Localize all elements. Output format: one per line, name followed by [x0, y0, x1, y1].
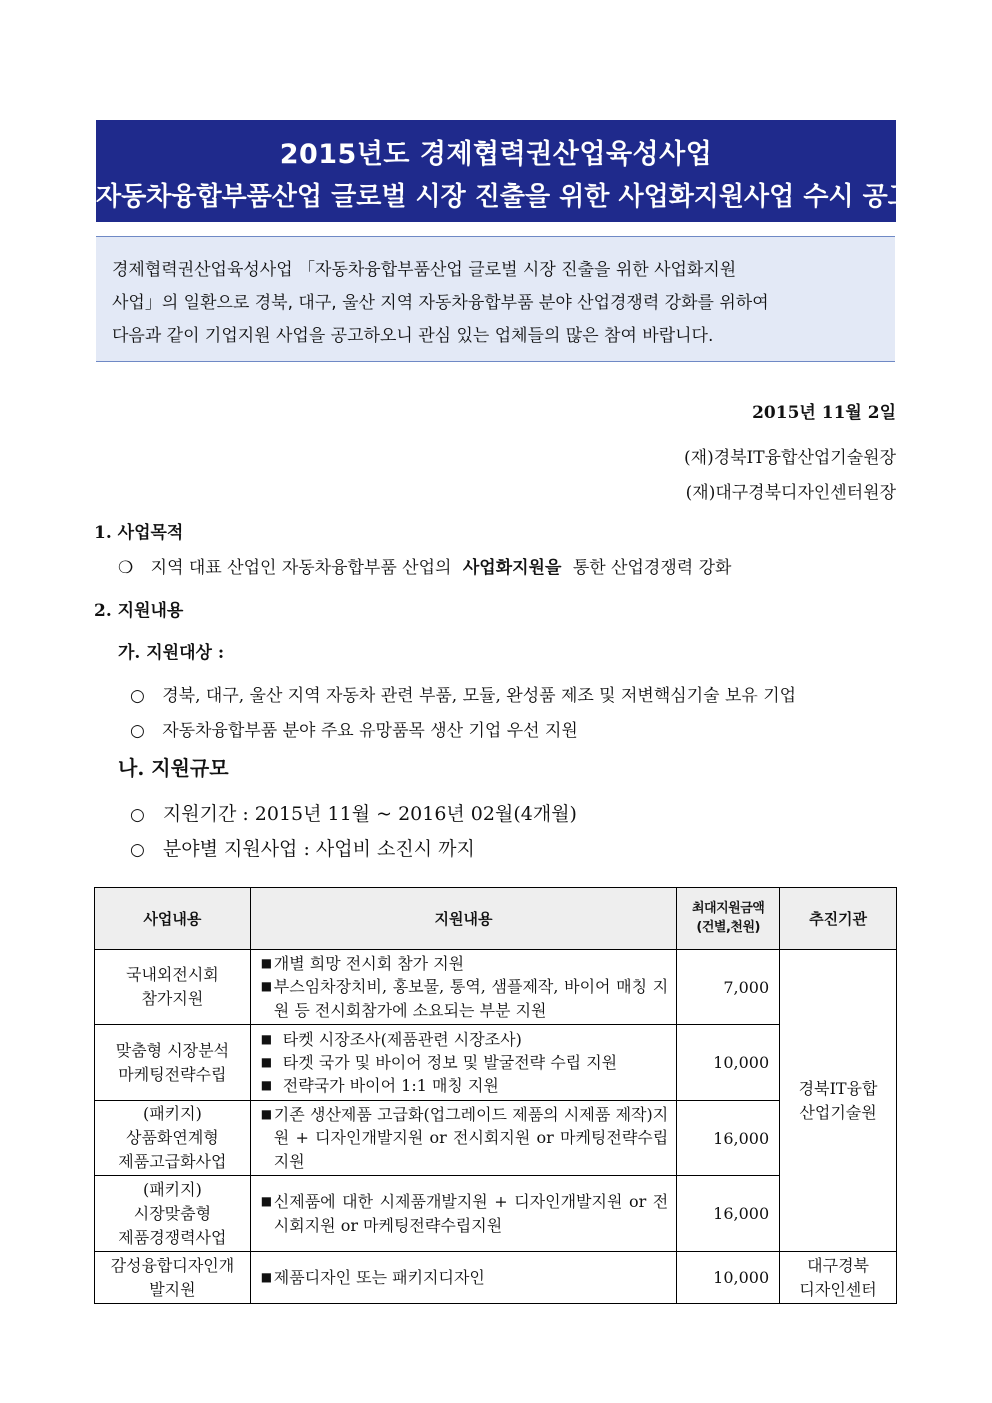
table-header-row [95, 888, 897, 950]
org-group-1-line-2: 산업기술원 [799, 1102, 877, 1122]
row-3-business-line-2: 상품화연계형 [126, 1128, 219, 1147]
list-item [261, 1074, 668, 1097]
row-5-business-line-1: 감성융합디자인개 [110, 1255, 235, 1275]
title-banner [96, 120, 913, 222]
support-table [94, 887, 897, 1304]
row-1-business-line-2: 참가지원 [141, 989, 204, 1008]
row-5-item-1: 제품디자인 또는 패키지디자인 [273, 1267, 485, 1287]
issuing-org-2: (재)대구경북디자인센터원장 [685, 483, 896, 503]
org-daegu-design [780, 1252, 897, 1304]
row-3-business-line-1: (패키지) [142, 1104, 202, 1123]
section-1-heading: 1. 사업목적 [94, 523, 184, 543]
row-4-business-line-2: 시장맞춤형 [133, 1203, 212, 1223]
row-5-content [250, 1252, 676, 1304]
row-2-item-2: 타겟 국가 및 바이어 정보 및 발굴전략 수립 지원 [282, 1052, 618, 1072]
target-item-1-text: 경북, 대구, 울산 지역 자동차 관련 부품, 모듈, 완성품 제조 및 저변핵심기술 보유 기업 [162, 686, 797, 706]
target-item-2 [130, 716, 578, 741]
square-bullet-icon: ■ [260, 1107, 273, 1122]
row-3-content [250, 1101, 676, 1176]
header-org: 추진기관 [780, 888, 897, 950]
row-4-business-line-1: (패키지) [142, 1179, 202, 1199]
list-item [261, 1028, 668, 1051]
org-group-2-line-1: 대구경북 [807, 1255, 869, 1275]
table-row [95, 1176, 897, 1252]
circle-bullet-icon: ❍ [118, 558, 134, 578]
small-circle-icon: ○ [130, 721, 145, 741]
row-2-business-line-2: 마케팅전략수립 [118, 1064, 227, 1084]
list-item [261, 952, 668, 975]
row-1-item-2: 부스임차장치비, 홍보물, 통역, 샘플제작, 바이어 매칭 지원 등 전시회참가에 소요되는 부분 지원 [273, 977, 669, 1020]
row-1-business-line-1: 국내외전시회 [126, 965, 219, 984]
list-item [261, 1051, 668, 1074]
row-3-business [95, 1101, 251, 1176]
square-bullet-icon: ■ [260, 1078, 273, 1093]
sub-b-heading: 나. 지원규모 [118, 756, 229, 780]
list-item [261, 1190, 668, 1236]
row-4-business-line-3: 제품경쟁력사업 [118, 1227, 227, 1247]
row-5-amount: 10,000 [677, 1252, 780, 1304]
square-bullet-icon: ■ [260, 1054, 273, 1069]
table-row [95, 1101, 897, 1176]
row-5-business [95, 1252, 251, 1304]
title-line-2: 자동차융합부품산업 글로벌 시장 진출을 위한 사업화지원사업 수시 공고 [96, 182, 913, 212]
square-bullet-icon: ■ [260, 956, 273, 971]
header-content: 지원내용 [250, 888, 676, 950]
row-3-amount: 16,000 [677, 1101, 780, 1176]
purpose-text-end: 통한 산업경쟁력 강화 [572, 558, 732, 578]
header-business: 사업내용 [95, 888, 251, 950]
row-2-business-line-1: 맞춤형 시장분석 [115, 1040, 230, 1060]
target-item-2-text: 자동차융합부품 분야 주요 유망품목 생산 기업 우선 지원 [162, 721, 578, 741]
small-circle-icon: ○ [130, 840, 145, 860]
section-2-heading: 2. 지원내용 [94, 601, 184, 621]
table-row [95, 950, 897, 1025]
purpose-text-bold: 사업화지원을 [462, 558, 562, 578]
header-amount [677, 888, 780, 950]
org-group-1-line-1: 경북IT융합 [798, 1078, 878, 1098]
row-4-business [95, 1176, 251, 1252]
square-bullet-icon: ■ [260, 1269, 273, 1284]
intro-line-2: 사업」의 일환으로 경북, 대구, 울산 지역 자동차융합부품 분야 산업경쟁력 강화를 위하여 [112, 293, 769, 313]
row-1-amount: 7,000 [677, 950, 780, 1025]
header-amount-line-2: (건별,천원) [696, 919, 760, 935]
scale-item-2-text: 분야별 지원사업 : 사업비 소진시 까지 [162, 838, 475, 860]
row-1-business [95, 950, 251, 1025]
announcement-date: 2015년 11월 2일 [752, 403, 896, 423]
purpose-text-start: 지역 대표 산업인 자동차융합부품 산업의 [150, 558, 452, 578]
table-row [95, 1025, 897, 1101]
row-2-amount: 10,000 [677, 1025, 780, 1101]
row-4-amount: 16,000 [677, 1176, 780, 1252]
header-amount-line-1: 최대지원금액 [691, 901, 765, 917]
title-line-1: 2015년도 경제협력권산업육성사업 [279, 139, 713, 170]
row-2-content [250, 1025, 676, 1101]
row-2-business [95, 1025, 251, 1101]
org-gyeongbuk-it [780, 950, 897, 1252]
section-1-line [118, 553, 731, 578]
row-4-content [250, 1176, 676, 1252]
small-circle-icon: ○ [130, 805, 145, 825]
row-3-item-1: 기존 생산제품 고급화(업그레이드 제품의 시제품 제작)지원 + 디자인개발지원 or 전시회지원 or 마케팅전략수립지원 [273, 1105, 669, 1171]
target-item-1 [130, 681, 796, 706]
row-1-content [250, 950, 676, 1025]
square-bullet-icon: ■ [260, 1194, 273, 1209]
intro-line-3: 다음과 같이 기업지원 사업을 공고하오니 관심 있는 업체들의 많은 참여 바랍니다. [112, 326, 714, 346]
table-row [95, 1252, 897, 1304]
list-item [261, 1103, 668, 1173]
small-circle-icon: ○ [130, 686, 145, 706]
intro-box [96, 236, 895, 362]
scale-item-2 [130, 834, 475, 861]
list-item [261, 1266, 668, 1289]
scale-item-1 [130, 799, 577, 826]
org-group-2-line-2: 디자인센터 [799, 1279, 877, 1299]
intro-line-1: 경제협력권산업육성사업 「자동차융합부품산업 글로벌 시장 진출을 위한 사업화지원 [112, 260, 737, 280]
sub-a-heading: 가. 지원대상 : [118, 643, 225, 663]
row-1-item-1: 개별 희망 전시회 참가 지원 [273, 954, 465, 974]
square-bullet-icon: ■ [260, 1031, 273, 1046]
issuing-org-1: (재)경북IT융합산업기술원장 [684, 448, 896, 468]
row-5-business-line-2: 발지원 [149, 1279, 196, 1299]
row-3-business-line-3: 제품고급화사업 [118, 1152, 227, 1171]
row-2-item-1: 타켓 시장조사(제품관련 시장조사) [282, 1029, 522, 1049]
list-item [261, 975, 668, 1021]
row-2-item-3: 전략국가 바이어 1:1 매칭 지원 [282, 1076, 499, 1096]
square-bullet-icon: ■ [260, 979, 273, 994]
row-4-item-1: 신제품에 대한 시제품개발지원 + 디자인개발지원 or 전시회지원 or 마케팅전략수립지원 [273, 1192, 669, 1235]
scale-item-1-text: 지원기간 : 2015년 11월 ~ 2016년 02월(4개월) [162, 803, 577, 825]
